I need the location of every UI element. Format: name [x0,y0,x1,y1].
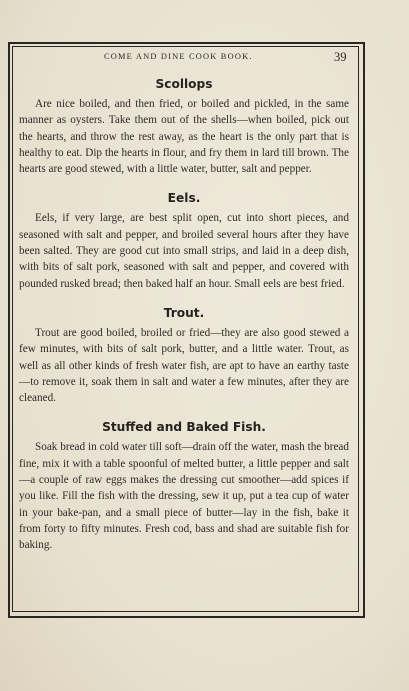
section-body: Soak bread in cold water till soft—drain off the water, mash the bread fine, mix it with a table spoonful of melted butter, a little pepper and salt—a couple of raw eggs makes the dressing cut smoother—add spices if you like. Fill the fish with the dressing, sew it up, put a tea cup of water in your bake-pan, and a small piece of butter—lay in the fish, bake it from forty to fifty minutes. Fresh cod, bass and shad are suitable fish for baking. [19,441,349,552]
section-heading: Scollops [155,77,213,91]
running-head-title: COME AND DINE COOK BOOK. [104,52,253,61]
section-body: Are nice boiled, and then fried, or boiled and pickled, in the same manner as oysters. Take them out of the shells—when boiled, pick out the hearts, and throw the rest away, as the heart is the only part that is healthy to eat. Dip the hearts in flour, and fry them in lard till brown. The hearts are good stewed, with a little water, butter, salt and pepper. [19,98,349,176]
section-scollops [19,76,349,177]
section-trout [19,305,349,406]
section-body: Trout are good boiled, broiled or fried—they are also good stewed a few minutes, with bits of salt pork, butter, and a little water. Trout, as well as all other kinds of fresh water fish, are apt to have an earthy taste—to remove it, soak them in salt and water a few minutes, after they are cleaned. [19,326,349,405]
section-heading: Trout. [163,305,205,320]
section-stuffed-baked-fish [19,419,349,553]
section-heading: Eels. [167,191,201,206]
section-body: Eels, if very large, are best split open, cut into short pieces, and seasoned with salt and pepper, and broiled several hours after they have been salted. They are good cut into small strips, and laid in a deep dish, with bits of salt pork, seasoned with salt and pepper, and covered with pounded rusked bread; then baked half an hour. Small eels are best fried. [19,212,349,290]
page-number: 39 [334,50,347,64]
section-heading: Stuffed and Baked Fish. [102,420,266,435]
page-content [19,76,349,554]
section-eels [19,190,349,291]
